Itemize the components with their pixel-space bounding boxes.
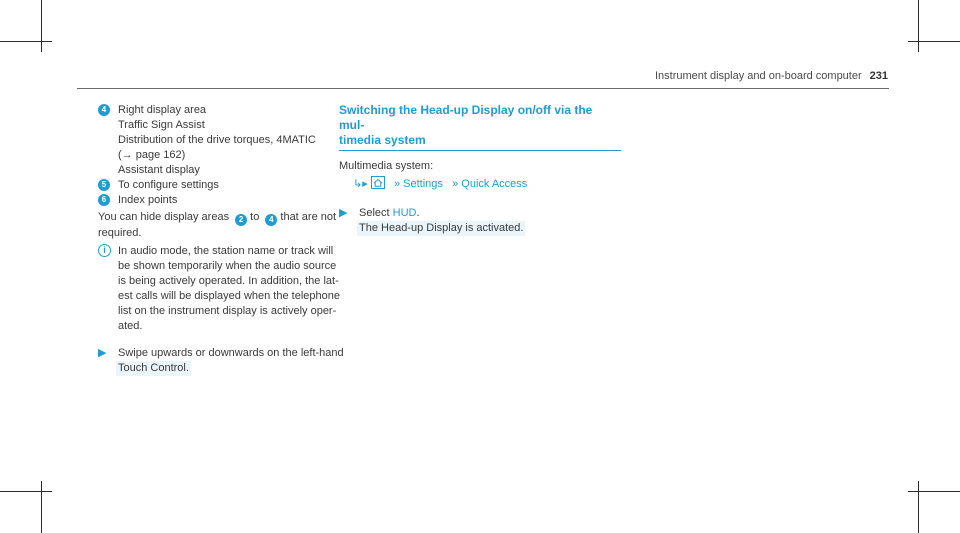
header-rule bbox=[77, 88, 889, 89]
legend-text: Index points bbox=[118, 194, 178, 206]
left-column bbox=[98, 103, 360, 376]
crop-mark bbox=[41, 0, 42, 52]
home-icon bbox=[371, 176, 385, 189]
right-column bbox=[339, 103, 629, 236]
hud-option: HUD bbox=[392, 207, 417, 219]
legend-text: Distribution of the drive torques, 4MATIC bbox=[118, 134, 316, 146]
instruction-step: ▶ Select HUD. The Head-up Display is activated. bbox=[339, 207, 524, 234]
crop-mark bbox=[918, 0, 919, 52]
number-badge: 2 bbox=[235, 214, 247, 226]
enter-arrow-icon: ↳▸ bbox=[353, 178, 368, 190]
info-note: i In audio mode, the station name or track will be shown temporarily when the audio source is being actively operated. In addition, the lat- est calls will be displayed when the telephone list on the instrument display is actively oper- ated. bbox=[98, 244, 360, 334]
info-icon: i bbox=[98, 244, 111, 257]
step-result: The Head-up Display is activated. bbox=[359, 222, 524, 234]
path-quick-access: Quick Access bbox=[461, 178, 528, 190]
legend-text: Right display area bbox=[118, 104, 207, 116]
crop-mark bbox=[0, 41, 52, 42]
step-arrow-icon: ▶ bbox=[98, 347, 107, 359]
path-chevron-icon: » bbox=[387, 178, 401, 190]
path-settings: Settings bbox=[403, 178, 443, 190]
legend-text: Assistant display bbox=[118, 164, 200, 176]
header-title: Instrument display and on-board computer bbox=[654, 70, 862, 82]
legend-text: (→ page 162) bbox=[118, 149, 186, 161]
crop-mark bbox=[0, 491, 52, 492]
section-heading: Switching the Head-up Display on/off via the mul- timedia system bbox=[339, 103, 621, 151]
menu-path bbox=[339, 176, 629, 192]
number-badge: 4 bbox=[98, 104, 110, 116]
legend-text: To configure settings bbox=[118, 179, 219, 191]
page-header bbox=[655, 69, 888, 84]
crop-mark bbox=[908, 41, 960, 42]
number-badge: 6 bbox=[98, 194, 110, 206]
legend-item bbox=[98, 178, 360, 193]
number-badge: 4 bbox=[265, 214, 277, 226]
legend-item bbox=[98, 103, 360, 118]
page-number: 231 bbox=[869, 70, 888, 82]
legend-text: Traffic Sign Assist bbox=[118, 119, 205, 131]
step-arrow-icon: ▶ bbox=[339, 207, 348, 219]
path-chevron-icon: » bbox=[445, 178, 459, 190]
legend-item bbox=[98, 193, 360, 208]
hide-paragraph: You can hide display areas 2 to 4 that are not required. bbox=[98, 211, 337, 239]
number-badge: 5 bbox=[98, 179, 110, 191]
crop-mark bbox=[41, 481, 42, 533]
legend-sublist bbox=[98, 118, 360, 178]
instruction-step: ▶ Swipe upwards or downwards on the left-hand Touch Control. bbox=[98, 347, 344, 374]
crop-mark bbox=[918, 481, 919, 533]
system-label: Multimedia system: bbox=[339, 160, 434, 172]
crop-mark bbox=[908, 491, 960, 492]
